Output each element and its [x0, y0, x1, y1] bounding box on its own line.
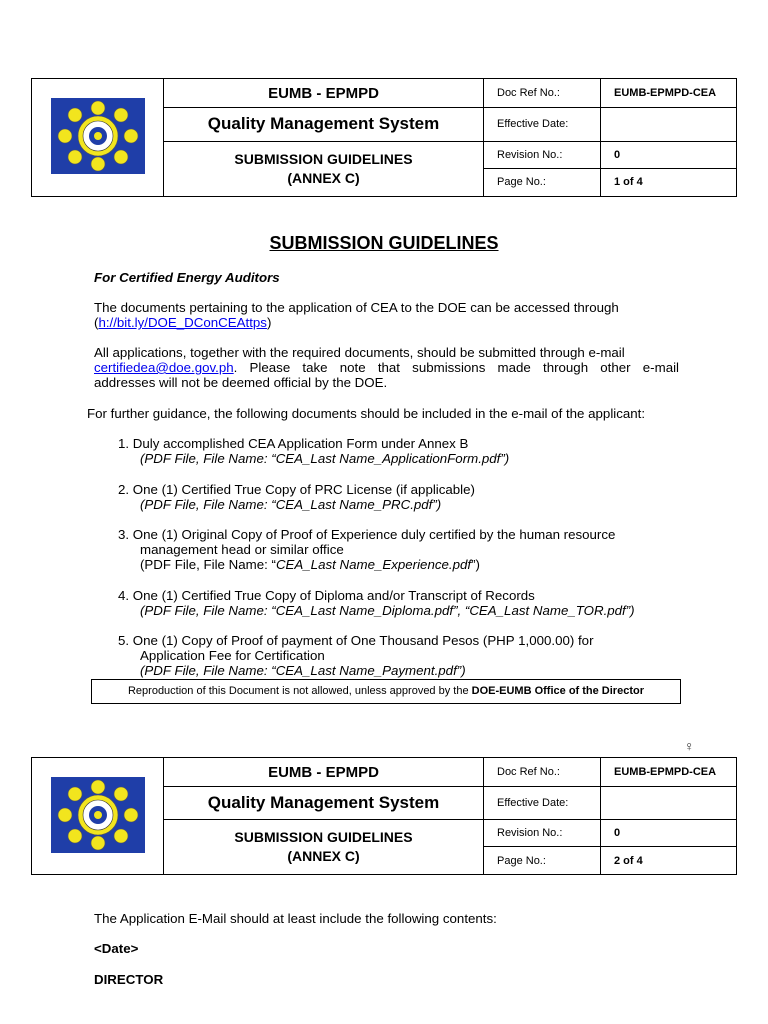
- list-item-text: 1. Duly accomplished CEA Application Form under Annex B: [118, 436, 469, 451]
- list-item: [118, 436, 509, 466]
- page1-header-table: [31, 78, 737, 197]
- paragraph-submission-line2: [94, 360, 679, 375]
- doc-title-cell: [164, 141, 484, 196]
- paragraph-access: [94, 300, 684, 330]
- director-heading: DIRECTOR: [94, 972, 164, 987]
- doe-seal-logo: [51, 98, 145, 174]
- page2-header-table: [31, 757, 737, 875]
- paragraph-submission-line2-text: . Please take note that submissions made through other e-mail: [233, 360, 679, 375]
- pen-mark-icon: ♀: [684, 738, 695, 754]
- system-name: Quality Management System: [164, 108, 484, 141]
- doc-title-line1: SUBMISSION GUIDELINES: [234, 829, 413, 845]
- date-placeholder: <Date>: [94, 941, 139, 956]
- file-suffix: ”): [471, 557, 480, 572]
- revision-value: 0: [601, 820, 737, 847]
- org-name: EUMB - EPMPD: [164, 758, 484, 787]
- subtitle: For Certified Energy Auditors: [94, 270, 280, 285]
- system-name: Quality Management System: [164, 787, 484, 820]
- page-title: SUBMISSION GUIDELINES: [269, 233, 499, 253]
- effective-date-label: Effective Date:: [484, 787, 601, 820]
- doc-title-line1: SUBMISSION GUIDELINES: [234, 150, 413, 167]
- list-item: [118, 588, 635, 618]
- effective-date-label: Effective Date:: [484, 108, 601, 141]
- effective-date-value: [601, 787, 737, 820]
- list-item-text: 5. One (1) Copy of Proof of payment of One Thousand Pesos (PHP 1,000.00) for: [118, 633, 594, 648]
- doe-link[interactable]: h://bit.ly/DOE_DConCEAttps: [98, 315, 267, 330]
- paragraph-access-text: The documents pertaining to the application of CEA to the DOE can be accessed through: [94, 300, 619, 315]
- doc-title-line2: (ANNEX C): [287, 169, 360, 186]
- page-no-label: Page No.:: [484, 168, 601, 196]
- logo-cell: [32, 79, 164, 197]
- list-item: [118, 482, 475, 512]
- list-item-text: 2. One (1) Certified True Copy of PRC License (if applicable): [118, 482, 475, 497]
- doc-ref-label: Doc Ref No.:: [484, 758, 601, 787]
- list-item-file: (PDF File, File Name: “CEA_Last Name_Payment.pdf”): [140, 663, 466, 678]
- doc-ref-label: Doc Ref No.:: [484, 79, 601, 108]
- paren-close: ): [266, 315, 272, 330]
- reproduction-notice-text: Reproduction of this Document is not allowed, unless approved by the: [127, 685, 472, 697]
- list-item-text: 3. One (1) Original Copy of Proof of Experience duly certified by the human resource: [118, 527, 616, 542]
- paren-open: (: [94, 315, 99, 330]
- doc-ref-value: EUMB-EPMPD-CEA: [601, 758, 737, 787]
- revision-value: 0: [601, 141, 737, 168]
- email-contents-intro: The Application E-Mail should at least include the following contents:: [94, 911, 497, 926]
- list-item: [118, 633, 594, 678]
- org-name: EUMB - EPMPD: [164, 79, 484, 108]
- page-no-label: Page No.:: [484, 847, 601, 875]
- list-item: [118, 527, 615, 572]
- page-no-value: 1 of 4: [601, 168, 737, 196]
- doc-title-line2: (ANNEX C): [287, 848, 360, 864]
- reproduction-notice-office: DOE-EUMB Office of the Director: [471, 685, 644, 697]
- doc-ref-value: EUMB-EPMPD-CEA: [601, 79, 737, 108]
- paragraph-access-link-line: [94, 315, 684, 330]
- revision-label: Revision No.:: [484, 820, 601, 847]
- paragraph-submission-line1: All applications, together with the required documents, should be submitted through e-mail: [94, 345, 625, 360]
- paragraph-submission-line3: addresses will not be deemed official by the DOE.: [94, 375, 388, 390]
- list-item-file: (PDF File, File Name: “CEA_Last Name_Diploma.pdf”, “CEA_Last Name_TOR.pdf”): [140, 603, 635, 618]
- list-item-file: (PDF File, File Name: “CEA_Last Name_PRC.pdf”): [140, 497, 442, 512]
- list-item-text: 4. One (1) Certified True Copy of Diploma and/or Transcript of Records: [118, 588, 535, 603]
- file-prefix: (PDF File, File Name: “: [140, 557, 276, 572]
- paragraph-submission: [94, 345, 679, 390]
- list-item-text-cont: management head or similar office: [140, 542, 344, 557]
- paragraph-guidance: For further guidance, the following documents should be included in the e-mail of the applicant:: [87, 406, 646, 421]
- revision-label: Revision No.:: [484, 141, 601, 168]
- file-name: CEA_Last Name_Experience.pdf: [275, 557, 472, 572]
- list-item-file: (PDF File, File Name: “CEA_Last Name_ApplicationForm.pdf”): [140, 451, 510, 466]
- doe-seal-logo: [51, 777, 145, 853]
- list-item-file: [118, 557, 615, 572]
- doc-title-cell: [164, 820, 484, 875]
- reproduction-notice: [91, 679, 681, 704]
- logo-cell: [32, 758, 164, 875]
- list-item-text-cont: Application Fee for Certification: [140, 648, 325, 663]
- effective-date-value: [601, 108, 737, 141]
- email-link[interactable]: certifiedea@doe.gov.ph: [94, 360, 234, 375]
- page-no-value: 2 of 4: [601, 847, 737, 875]
